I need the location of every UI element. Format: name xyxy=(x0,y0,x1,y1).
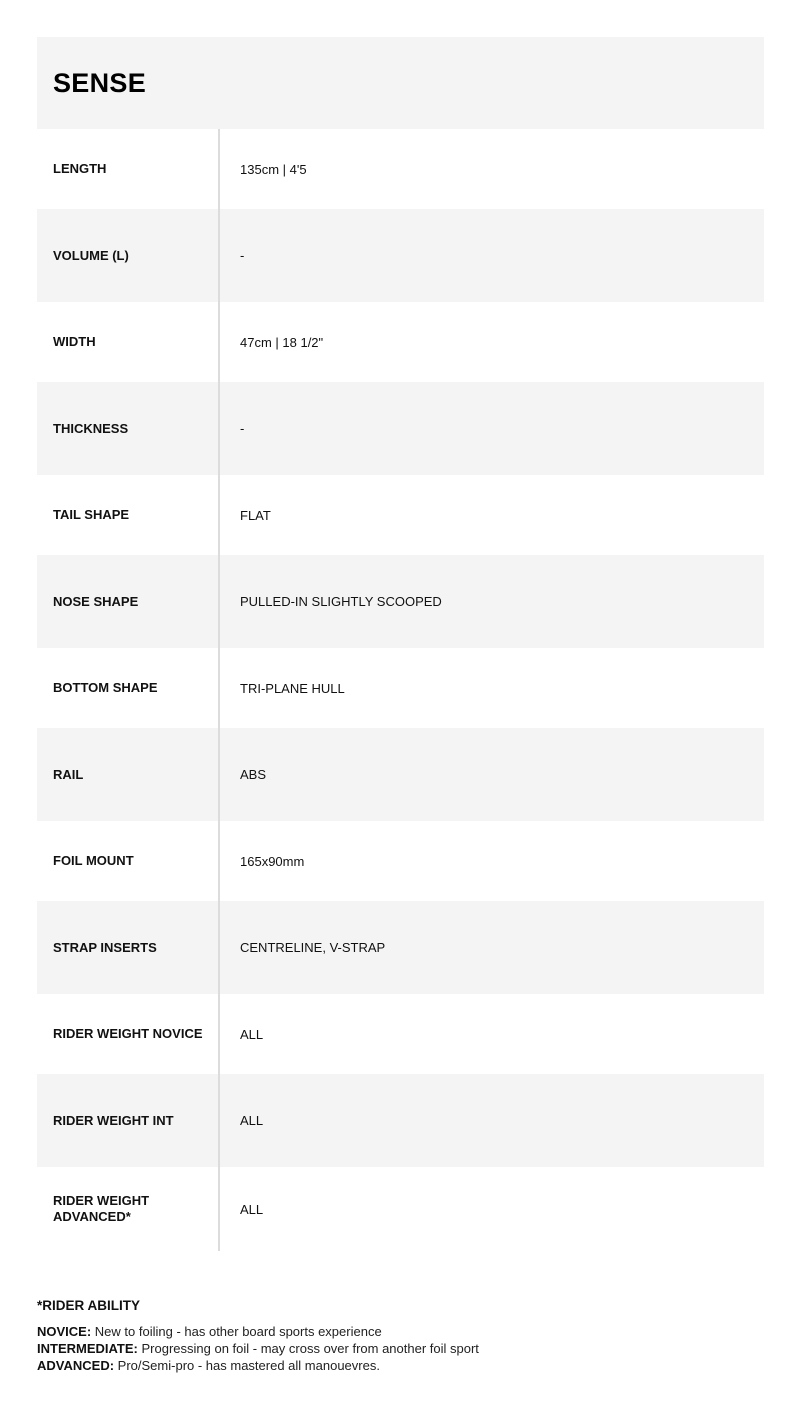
ability-item xyxy=(37,1357,479,1374)
spec-value: - xyxy=(240,421,245,436)
spec-row xyxy=(37,1074,764,1167)
spec-row xyxy=(37,648,764,728)
spec-row xyxy=(37,302,764,382)
spec-value: CENTRELINE, V-STRAP xyxy=(240,940,386,955)
ability-desc: Pro/Semi-pro - has mastered all manouevres. xyxy=(117,1358,380,1373)
spec-row xyxy=(37,209,764,302)
spec-row xyxy=(37,382,764,475)
ability-desc: Progressing on foil - may cross over from another foil sport xyxy=(141,1341,479,1356)
ability-desc: New to foiling - has other board sports experience xyxy=(94,1324,382,1339)
spec-row xyxy=(37,1167,764,1251)
spec-row xyxy=(37,901,764,994)
spec-label: WIDTH xyxy=(53,334,96,349)
spec-value: ALL xyxy=(240,1113,264,1128)
spec-label: BOTTOM SHAPE xyxy=(53,680,158,695)
spec-value: PULLED-IN SLIGHTLY SCOOPED xyxy=(240,594,442,609)
spec-label: RAIL xyxy=(53,766,84,782)
spec-card xyxy=(37,37,764,1251)
ability-term: ADVANCED: xyxy=(37,1358,115,1373)
rider-ability-footnote xyxy=(37,1297,479,1374)
spec-value: ABS xyxy=(240,767,267,782)
spec-value: TRI-PLANE HULL xyxy=(240,680,345,696)
spec-value: 165x90mm xyxy=(240,853,305,869)
ability-term: INTERMEDIATE: xyxy=(37,1341,138,1356)
ability-term: NOVICE: xyxy=(37,1324,92,1339)
spec-label: FOIL MOUNT xyxy=(53,853,134,868)
spec-value: 135cm | 4'5 xyxy=(240,161,307,177)
spec-row xyxy=(37,994,764,1074)
ability-item xyxy=(37,1323,479,1340)
spec-row xyxy=(37,821,764,901)
spec-header xyxy=(37,37,764,129)
product-title: SENSE xyxy=(53,67,147,98)
spec-table xyxy=(37,129,764,1251)
spec-label: RIDER WEIGHT INT xyxy=(53,1112,174,1128)
spec-value: ALL xyxy=(240,1026,264,1042)
spec-row xyxy=(37,475,764,555)
spec-value: - xyxy=(240,248,245,263)
spec-label: RIDER WEIGHT NOVICE xyxy=(53,1026,203,1041)
spec-value: FLAT xyxy=(240,507,271,523)
ability-item xyxy=(37,1340,479,1357)
spec-label: RIDER WEIGHT ADVANCED* xyxy=(53,1193,150,1224)
spec-row xyxy=(37,555,764,648)
spec-row xyxy=(37,129,764,209)
spec-label: THICKNESS xyxy=(53,420,129,436)
spec-label: TAIL SHAPE xyxy=(53,507,130,522)
spec-value: 47cm | 18 1/2" xyxy=(240,334,324,350)
spec-row xyxy=(37,728,764,821)
spec-label: LENGTH xyxy=(53,161,107,176)
footnote-title: *RIDER ABILITY xyxy=(37,1298,141,1313)
spec-value: ALL xyxy=(240,1201,264,1217)
spec-label: NOSE SHAPE xyxy=(53,593,139,609)
spec-label: STRAP INSERTS xyxy=(53,939,157,955)
spec-label: VOLUME (L) xyxy=(53,247,129,263)
